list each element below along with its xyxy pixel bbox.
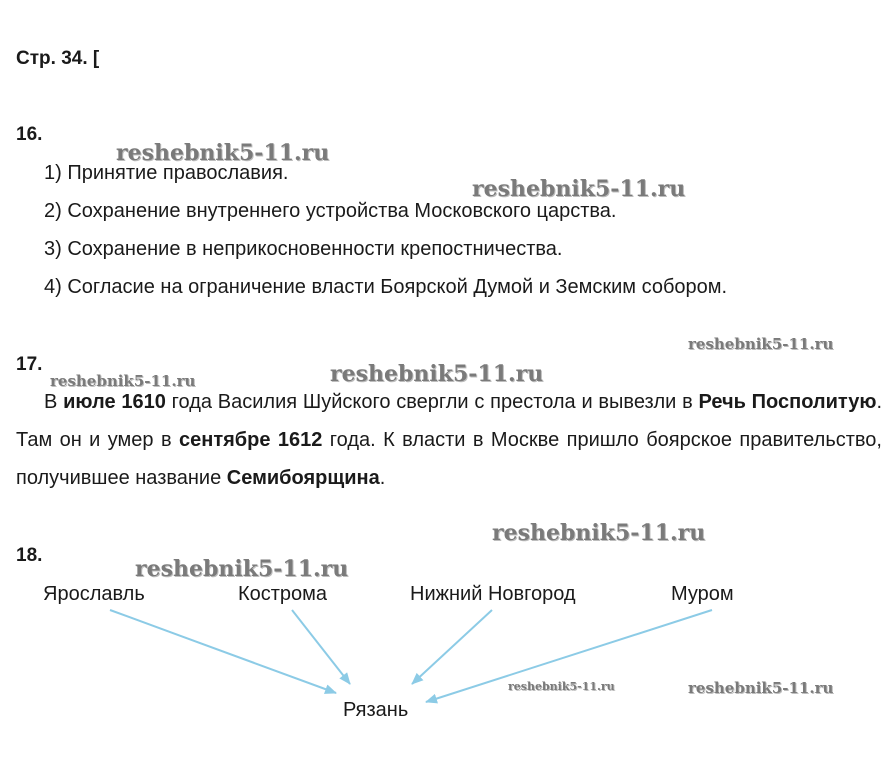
task-16-item-2: 2) Сохранение внутреннего устройства Московского царства. — [44, 200, 617, 222]
watermark: reshebnik5-11.ru — [50, 372, 196, 390]
watermark: reshebnik5-11.ru — [688, 335, 834, 353]
seg-6: года. К власти в Москве пришло боярское правительство, получившее название — [16, 429, 882, 489]
arrow-nizhny — [412, 610, 492, 684]
watermark: reshebnik5-11.ru — [116, 140, 330, 166]
watermark: reshebnik5-11.ru — [492, 520, 706, 546]
task-17-number: 17. — [16, 354, 43, 375]
city-ryazan: Рязань — [343, 699, 409, 721]
watermark: reshebnik5-11.ru — [508, 680, 615, 693]
seg-2: года Василия Шуйского свергли с престола и вывезли в — [165, 391, 699, 413]
page-label: Стр. 34. [ — [16, 48, 100, 69]
task-16-item-4: 4) Согласие на ограничение власти Боярской Думой и Земским собором. — [44, 276, 728, 298]
city-nizhny-novgorod: Нижний Новгород — [410, 583, 576, 605]
watermark: reshebnik5-11.ru — [330, 361, 544, 387]
seg-4: . Там он и умер в — [16, 391, 882, 451]
seg-1: июле 1610 — [63, 391, 166, 413]
city-yaroslavl: Ярославль — [43, 583, 145, 605]
watermark: reshebnik5-11.ru — [688, 679, 834, 697]
seg-3: Речь Посполитую — [698, 391, 877, 413]
task-18-number: 18. — [16, 545, 43, 566]
seg-7: Семибоярщина — [226, 467, 380, 489]
task-16-item-1: 1) Принятие православия. — [44, 162, 289, 184]
arrow-kostroma — [292, 610, 350, 684]
seg-5: сентябре 1612 — [179, 429, 323, 451]
city-murom: Муром — [671, 583, 734, 605]
task-16-number: 16. — [16, 124, 43, 145]
city-kostroma: Кострома — [238, 583, 328, 605]
seg-0: В — [44, 391, 64, 413]
watermark: reshebnik5-11.ru — [135, 556, 349, 582]
watermark: reshebnik5-11.ru — [472, 176, 686, 202]
seg-8: . — [379, 467, 386, 489]
task-16-item-3: 3) Сохранение в неприкосновенности крепостничества. — [44, 238, 563, 260]
